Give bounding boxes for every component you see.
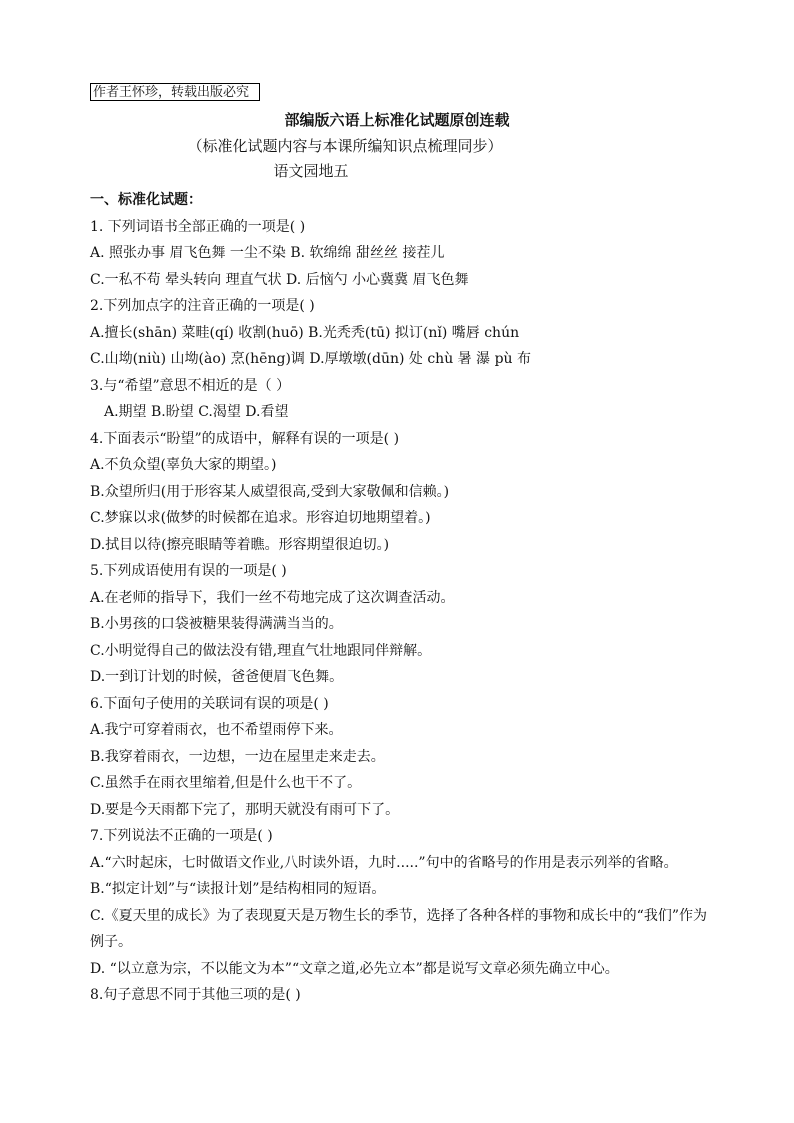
question-4-option-b: B.众望所归(用于形容某人威望很高,受到大家敬佩和信赖。) (90, 483, 450, 500)
question-5-option-d: D.一到订计划的时候，爸爸便眉飞色舞。 (90, 669, 344, 685)
question-2-options-c: C.山坳(niù) 山坳(ào) 烹(hēng)调 D.厚墩墩(dūn) 处 chù 暑 瀑 pù 布 (90, 351, 531, 367)
question-4-option-a: A.不负众望(辜负大家的期望。) (90, 457, 277, 473)
question-1-options-a: A. 照张办事 眉飞色舞 一尘不染 B. 软绵绵 甜丝丝 接茬儿 (90, 245, 445, 261)
part-heading: 一、标准化试题： (90, 192, 202, 208)
question-5-option-b: B.小男孩的口袋被糖果装得满满当当的。 (90, 616, 343, 632)
question-4-option-d: D.拭目以待(擦亮眼睛等着瞧。形容期望很迫切。) (90, 536, 390, 553)
question-6-option-a: A.我宁可穿着雨衣，也不希望雨停下来。 (90, 722, 343, 738)
question-7-option-d: D. “以立意为宗，不以能文为本”“文章之道,必先立本”都是说写文章必须先确立中心。 (90, 960, 619, 977)
question-7-option-b: B.“拟定计划”与“读报计划”是结构相同的短语。 (90, 881, 386, 897)
question-7-option-c: C.《夏天里的成长》为了表现夏天是万物生长的季节，选择了各种各样的事物和成长中的“我们”作为例子。 (90, 907, 707, 950)
question-6-option-c: C.虽然手在雨衣里缩着,但是什么也干不了。 (90, 775, 362, 791)
question-2-stem: 2.下列加点字的注音正确的一项是( ) (90, 298, 315, 314)
document-subtitle: （标准化试题内容与本课所编知识点梳理同步） (187, 137, 503, 155)
question-3-stem: 3.与“希望”意思不相近的是（ ） (90, 377, 291, 394)
question-4-option-c: C.梦寐以求(做梦的时候都在追求。形容迫切地期望着。) (90, 510, 431, 526)
question-7-option-a: A.“六时起床，七时做语文作业,八时读外语，九时.....”句中的省略号的作用是表示列举的省略。 (90, 854, 678, 871)
document-title: 部编版六语上标准化试题原创连载 (284, 111, 510, 129)
question-1-stem: 1. 下列词语书全部正确的一项是( ) (90, 218, 306, 235)
question-1-options-c: C.一私不苟 晕头转向 理直气状 D. 后恼勺 小心冀冀 眉飞色舞 (90, 271, 469, 288)
question-5-option-a: A.在老师的指导下，我们一丝不苟地完成了这次调查活动。 (90, 589, 455, 606)
question-6-option-d: D.要是今天雨都下完了，那明天就没有雨可下了。 (90, 801, 400, 818)
section-title: 语文园地五 (273, 162, 349, 180)
question-6-stem: 6.下面句子使用的关联词有误的项是( ) (90, 695, 329, 712)
author-note-box: 作者王怀珍，转载出版必究 (90, 83, 260, 101)
question-3-options: A.期望 B.盼望 C.渴望 D.看望 (104, 404, 289, 420)
question-5-stem: 5.下列成语使用有误的一项是( ) (90, 563, 287, 579)
question-6-option-b: B.我穿着雨衣，一边想，一边在屋里走来走去。 (90, 748, 385, 765)
question-7-stem: 7.下列说法不正确的一项是( ) (90, 828, 273, 844)
question-list (90, 187, 710, 1009)
question-5-option-c: C.小明觉得自己的做法没有错,理直气壮地跟同伴辩解。 (90, 642, 432, 659)
question-2-options-a: A.擅长(shān) 菜畦(qí) 收割(huō) B.光秃秃(tū) 拟订(nǐ) 嘴唇 chún (90, 324, 520, 341)
question-8-stem: 8.句子意思不同于其他三项的是( ) (90, 987, 301, 1003)
question-4-stem: 4.下面表示“盼望”的成语中，解释有误的一项是( ) (90, 430, 400, 447)
